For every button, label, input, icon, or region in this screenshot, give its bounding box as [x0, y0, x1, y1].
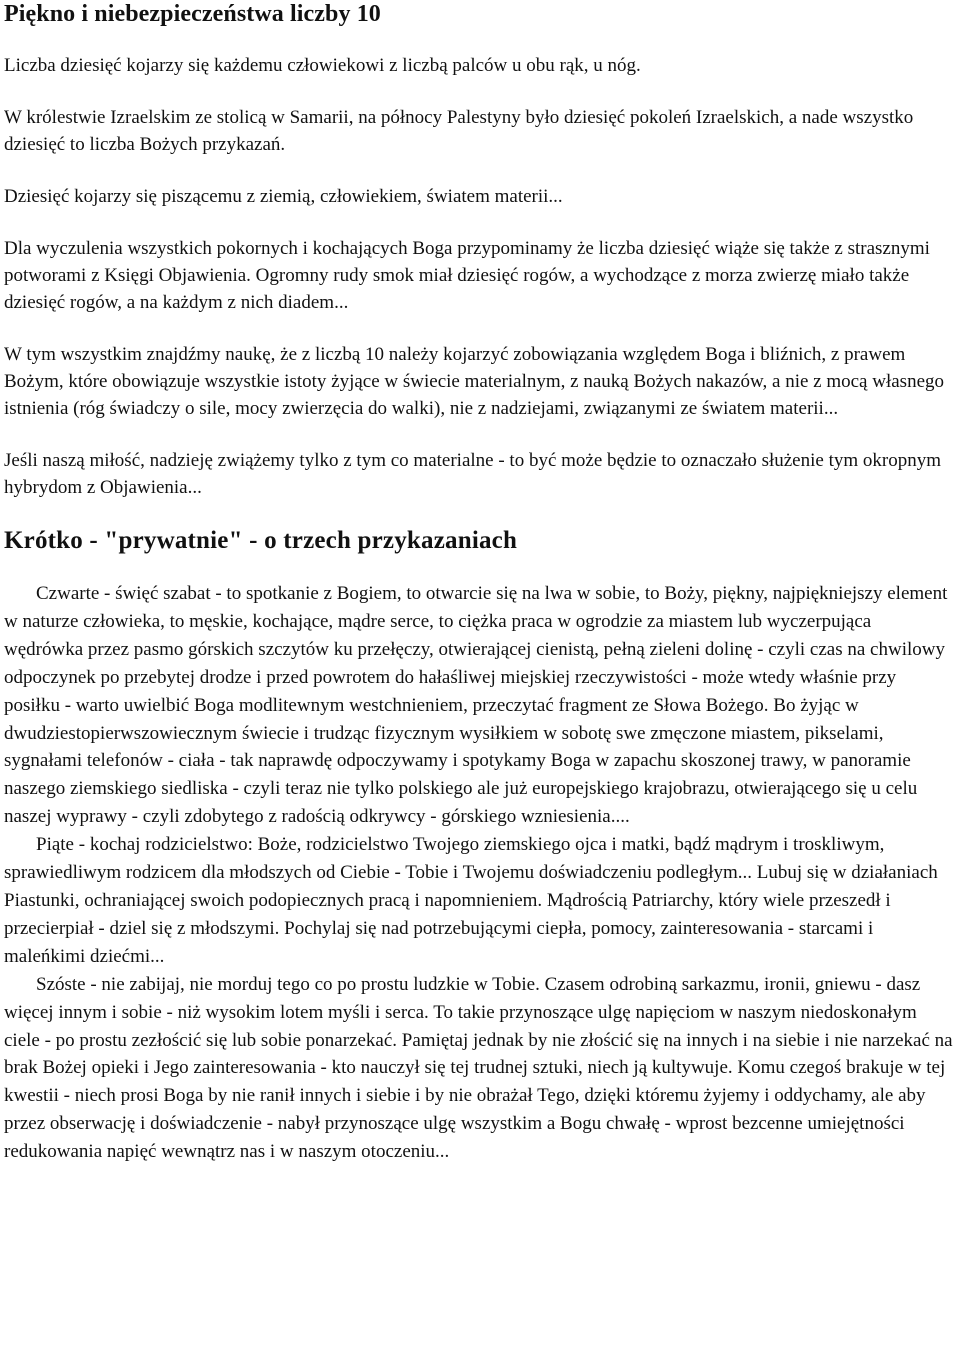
intro-paragraph-3: Dziesięć kojarzy się piszącemu z ziemią, człowiekiem, światem materii... — [4, 186, 563, 207]
intro-paragraph-5: W tym wszystkim znajdźmy naukę, że z liczbą 10 należy kojarzyć zobowiązania względem Boga i bliźnich, z prawem Bożym, które obowiązuje wszystkie istoty żyjące w świecie materialnym, z nauką Bożych nakazów, a nie z mocą własnego istnienia (róg świadczy o sile, mocy zwierzęcia do walki), nie z nadziejami, związanymi ze światem materii... — [4, 344, 944, 419]
intro-paragraph-2: W królestwie Izraelskim ze stolicą w Samarii, na północy Palestyny było dziesięć pokoleń Izraelskich, a nade wszystko dziesięć to liczba Bożych przykazań. — [4, 107, 914, 155]
intro-paragraph-6: Jeśli naszą miłość, nadzieję zwiążemy tylko z tym co materialne - to być może będzie to oznaczało służenie tym okropnym hybrydom z Objawienia... — [4, 450, 941, 498]
section-heading: Krótko - "prywatnie" - o trzech przykazaniach — [4, 527, 518, 554]
commandment-paragraph-fourth: Czwarte - święć szabat - to spotkanie z Bogiem, to otwarcie się na lwa w sobie, to Boży, piękny, najpiękniejszy element w naturze człowieka, to męskie, kochające, mądre serce, to ciężka praca w ogrodzie za miastem lub wyczerpująca wędrówka przez pasmo górskich szczytów ku przełęczy, otwierającej cienistą, pełną zieleni dolinę - czyli czas na chwilowy odpoczynek po przebytej drodze i przed powrotem do hałaśliwej miejskiej rzeczywistości - może wtedy właśnie przy posiłku - warto uwielbić Boga modlitewnym westchnieniem, przeczytać fragment ze Słowa Bożego. Bo żyjąc w dwudziestopierwszowiecznym świecie i trudząc fizycznym wysiłkiem w sobotę swe zmęczone miastem, pikselami, sygnałami telefonów - ciała - tak naprawdę odpoczywamy i spotykamy Boga w zapachu skoszonej trawy, w panoramie naszego ziemskiego siedliska - czyli teraz nie tylko polskiego ale już europejskiego krajobrazu, otwierającego się u celu naszej wyprawy - czyli zdobytego z radością odkrywcy - górskiego wzniesienia.... — [4, 583, 948, 828]
document-title: Piękno i niebezpieczeństwa liczby 10 — [4, 1, 381, 27]
intro-paragraph-4: Dla wyczulenia wszystkich pokornych i kochających Boga przypominamy że liczba dziesięć wiąże się także z strasznymi potworami z Księgi Objawienia. Ogromny rudy smok miał dziesięć rogów, a wychodzące z morza zwierzę miało także dziesięć rogów, a na każdym z nich diadem... — [4, 238, 930, 313]
intro-paragraph-1: Liczba dziesięć kojarzy się każdemu człowiekowi z liczbą palców u obu rąk, u nóg. — [4, 55, 641, 76]
commandment-paragraph-fifth: Piąte - kochaj rodzicielstwo: Boże, rodzicielstwo Twojego ziemskiego ojca i matki, bądź mądrym i troskliwym, sprawiedliwym rodzicem dla młodszych od Ciebie - Tobie i Twojemu doświadczeniu podległym... Lubuj się w działaniach Piastunki, ochraniającej swoich podopiecznych pracą i napomnieniem. Mądrością Patriarchy, który wiele przeszedł i przecierpiał - dziel się z młodszymi. Pochylaj się nad potrzebującymi ciepła, pomocy, zainteresowania - starcami i maleńkimi dziećmi... — [4, 834, 938, 967]
commandment-paragraph-sixth: Szóste - nie zabijaj, nie morduj tego co po prostu ludzkie w Tobie. Czasem odrobiną sarkazmu, ironii, gniewu - dasz więcej innym i sobie - niż wysokim lotem myśli i serca. To takie przynoszące ulgę napięciom w naszym niedoskonałym ciele - po prostu zezłościć się lub sobie ponarzekać. Pamiętaj jednak by nie złościć się na innych i na siebie i nie narzekać na brak Bożej opieki i Jego zainteresowania - kto nauczył się tej trudnej sztuki, niech ją kultywuje. Komu czegoś brakuje w tej kwestii - niech prosi Boga by nie ranił innych i siebie i by nie obrażał Tego, dzięki któremu żyjemy i oddychamy, ale aby przez obserwację i doświadczenie - nabył przynoszące ulgę wszystkim a Bogu chwałę - wprost bezcenne umiejętności redukowania napięć wewnątrz nas i w naszym otoczeniu... — [4, 973, 953, 1163]
